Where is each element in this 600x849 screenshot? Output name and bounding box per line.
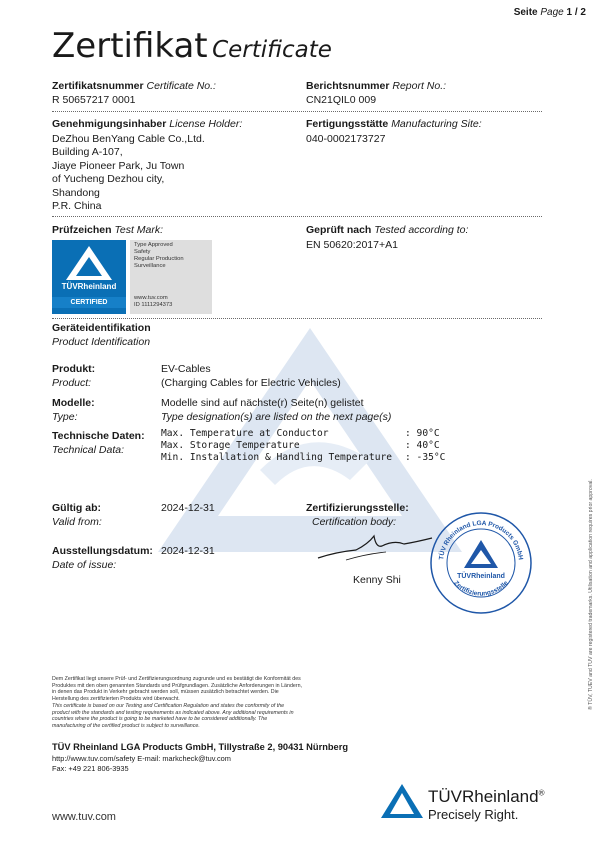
- address-line: P.R. China: [52, 200, 102, 213]
- technical-value: : -35°C: [405, 452, 446, 464]
- issuer-contact: [52, 754, 231, 773]
- technical-row: [161, 428, 440, 440]
- tuv-triangle-icon: [52, 240, 126, 284]
- test-mark-info-box: [130, 240, 212, 314]
- cert-no-label-en: Certificate No.:: [146, 80, 216, 92]
- tuv-certified-logo: [52, 240, 126, 314]
- address-line: Shandong: [52, 186, 100, 199]
- trademark-note-text: ® TÜV, TUEV and TUV are registered trademarks. Utilisation and application requires prior approval.: [588, 479, 594, 710]
- technical-value: : 90°C: [405, 428, 440, 439]
- brand-reg-mark: ®: [538, 788, 545, 798]
- page-value: 1 / 2: [566, 7, 586, 18]
- product-label-de: Produkt:: [52, 363, 96, 375]
- technical-row: [161, 440, 440, 452]
- page-label-de: Seite: [513, 7, 538, 18]
- technical-label-de: Technische Daten:: [52, 430, 145, 442]
- technical-label-en: Technical Data:: [52, 444, 124, 456]
- valid-from-value: 2024-12-31: [161, 502, 215, 514]
- technical-name: Min. Installation & Handling Temperature: [161, 452, 393, 464]
- seal-top-text: TÜV Rheinland LGA Products GmbH: [438, 519, 524, 561]
- seal-bottom-text: Zertifizierungsstelle: [452, 579, 510, 598]
- page-number: [514, 7, 586, 18]
- cert-no-label-de: Zertifikatsnummer: [52, 80, 144, 92]
- document-title: [52, 26, 332, 66]
- license-holder-label-de: Genehmigungsinhaber: [52, 118, 167, 130]
- test-mark-label: [52, 224, 163, 236]
- technical-row: [161, 452, 446, 464]
- product-value: EV-Cables: [161, 363, 211, 375]
- page-label-en: Page: [540, 7, 564, 18]
- footer-url: www.tuv.com: [52, 811, 116, 823]
- manufacturing-site-value: 040-0002173727: [306, 133, 386, 145]
- mark-line: Regular Production: [134, 256, 184, 262]
- svg-text:Zertifizierungsstelle: [452, 579, 510, 597]
- manufacturing-site-label-de: Fertigungsstätte: [306, 118, 389, 130]
- model-label-en: Type:: [52, 411, 78, 423]
- address-line: Building A-107,: [52, 146, 123, 159]
- model-value-en: Type designation(s) are listed on the next page(s): [161, 411, 392, 423]
- issue-date-value: 2024-12-31: [161, 545, 215, 557]
- issue-date-label-en: Date of issue:: [52, 559, 117, 571]
- contact-line: http://www.tuv.com/safety E-mail: markcheck@tuv.com: [52, 754, 231, 763]
- product-ident-heading-de: Geräteidentifikation: [52, 322, 151, 334]
- trademark-note: [583, 430, 593, 710]
- tested-according-label-de: Geprüft nach: [306, 224, 372, 236]
- certification-seal: [428, 510, 534, 616]
- svg-text:TÜV Rheinland LGA Products Gmb: [437, 520, 524, 561]
- technical-data-list: [161, 428, 446, 465]
- brand-logo: [380, 783, 570, 827]
- mark-url: www.tuv.com: [134, 295, 168, 301]
- technical-name: Max. Storage Temperature: [161, 440, 300, 452]
- test-mark-label-de: Prüfzeichen: [52, 224, 112, 236]
- cert-no-label: [52, 80, 216, 92]
- license-holder-label: [52, 118, 242, 130]
- fine-print-en: This certificate is based on our Testing and Certification Regulation and states the conformity of the product with the standards and testing requirements as indicated above. Any additional requirements in countries where the product is going to be marketed have to be considered additionally. The manufacturing of the certified product is subject to surveillance.: [52, 703, 294, 729]
- logo-brand-name: TÜVRheinland: [61, 282, 117, 291]
- divider: [52, 318, 542, 319]
- divider: [52, 216, 542, 217]
- test-mark: [52, 240, 212, 314]
- title-de: Zertifikat: [52, 26, 208, 66]
- tested-according-label: [306, 224, 468, 236]
- address-line: of Yucheng Dezhou city,: [52, 173, 165, 186]
- test-mark-label-en: Test Mark:: [114, 224, 164, 236]
- report-no-label-de: Berichtsnummer: [306, 80, 390, 92]
- logo-certified-badge: CERTIFIED: [52, 297, 126, 308]
- mark-line: Surveillance: [134, 263, 166, 269]
- tuv-triangle-icon: [380, 783, 424, 819]
- report-no-label: [306, 80, 446, 92]
- license-holder-label-en: License Holder:: [169, 118, 243, 130]
- contact-line: Fax: +49 221 806-3935: [52, 763, 129, 773]
- fine-print: [52, 676, 302, 730]
- brand-name-text: TÜVRheinland: [428, 787, 539, 806]
- model-label-de: Modelle:: [52, 397, 95, 409]
- cert-no-value: R 50657217 0001: [52, 94, 136, 106]
- report-no-value: CN21QIL0 009: [306, 94, 377, 106]
- technical-value: : 40°C: [405, 440, 440, 452]
- mark-line: Safety: [134, 249, 151, 255]
- issuer-company: TÜV Rheinland LGA Products GmbH, Tillystraße 2, 90431 Nürnberg: [52, 742, 349, 752]
- valid-from-label-de: Gültig ab:: [52, 502, 101, 514]
- signature: [316, 530, 434, 570]
- brand-tagline: Precisely Right.: [428, 807, 519, 822]
- address-line: DeZhou BenYang Cable Co.,Ltd.: [52, 133, 205, 145]
- product-ident-heading-en: Product Identification: [52, 336, 151, 348]
- manufacturing-site-label-en: Manufacturing Site:: [391, 118, 482, 130]
- tested-according-label-en: Tested according to:: [374, 224, 469, 236]
- license-holder-address: [52, 133, 205, 213]
- cert-body-label-en: Certification body:: [312, 516, 397, 528]
- model-value: Modelle sind auf nächste(r) Seite(n) gelistet: [161, 397, 364, 409]
- fine-print-de: Dem Zertifikat liegt unsere Prüf- und Zertifizierungsordnung zugrunde und es bestätigt die Konformität des Produktes mit den oben genannten Standards und Prüfgrundlagen. Zusätzliche Anforderungen in Ländern, in denen das Produkt in Verkehr gebracht werden soll, müssen zusätzlich betrachtet werden. Die Herstellung des zertifizierten Produkts wird überwacht.: [52, 676, 303, 702]
- product-value-en: (Charging Cables for Electric Vehicles): [161, 377, 341, 389]
- mark-id: ID 1111294373: [134, 302, 173, 308]
- mark-line: Type Approved: [134, 242, 173, 248]
- issue-date-label-de: Ausstellungsdatum:: [52, 545, 153, 557]
- address-line: Jiaye Pioneer Park, Ju Town: [52, 159, 185, 172]
- title-en: Certificate: [212, 37, 332, 63]
- divider: [52, 111, 542, 112]
- report-no-label-en: Report No.:: [392, 80, 447, 92]
- signer-name: Kenny Shi: [353, 574, 401, 586]
- seal-mid-text: TÜVRheinland: [457, 573, 505, 580]
- product-label-en: Product:: [52, 377, 92, 389]
- technical-name: Max. Temperature at Conductor: [161, 428, 329, 439]
- brand-name: [428, 787, 544, 807]
- manufacturing-site-label: [306, 118, 482, 130]
- valid-from-label-en: Valid from:: [52, 516, 102, 528]
- cert-body-label-de: Zertifizierungsstelle:: [306, 502, 409, 514]
- tested-according-value: EN 50620:2017+A1: [306, 239, 398, 251]
